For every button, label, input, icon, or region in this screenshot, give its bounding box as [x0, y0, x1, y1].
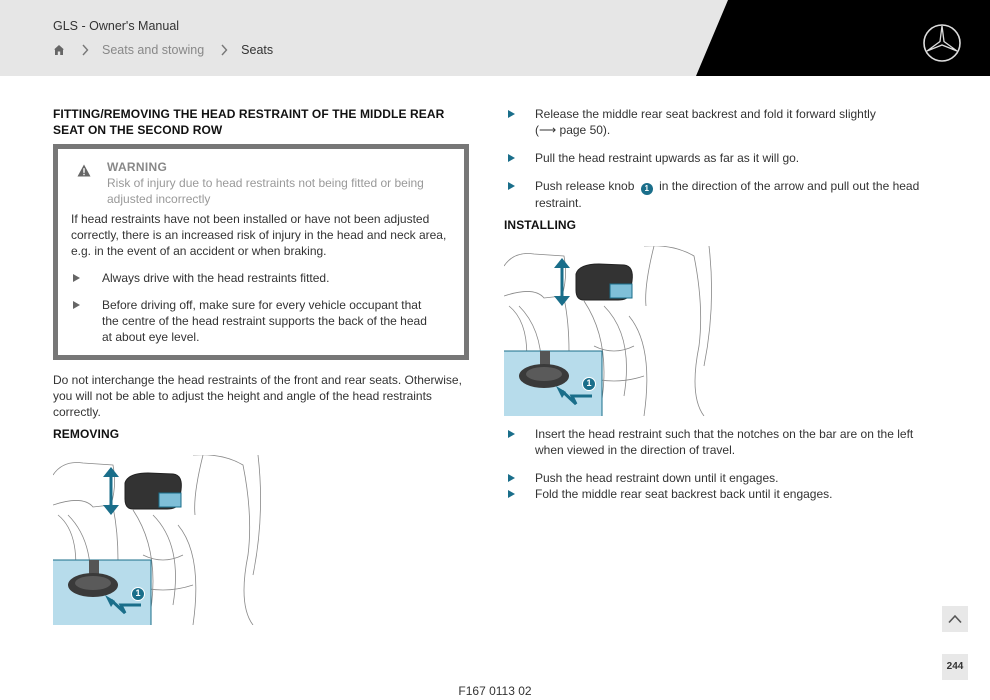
warning-label: WARNING — [107, 160, 168, 174]
callout-1: 1 — [582, 377, 596, 391]
bullet-arrow-icon — [508, 110, 515, 118]
page-number: 244 — [942, 654, 968, 680]
list-item: Push the head restraint down until it engages. — [508, 470, 928, 486]
installing-steps — [508, 426, 928, 502]
bullet-arrow-icon — [73, 274, 80, 282]
figure-code: F167 0113 02 — [458, 684, 532, 698]
list-item: Push release knob 1 in the direction of the arrow and pull out the head restraint. — [508, 178, 928, 211]
bullet-arrow-icon — [73, 301, 80, 309]
bullet-arrow-icon — [508, 430, 515, 438]
bullet-arrow-icon — [508, 182, 515, 190]
manual-title: GLS - Owner's Manual — [53, 19, 180, 33]
chevron-right-icon — [220, 44, 228, 56]
bullet-arrow-icon — [508, 490, 515, 498]
callout-1: 1 — [131, 587, 145, 601]
bullet-arrow-icon — [508, 154, 515, 162]
page-header — [0, 0, 990, 76]
warning-triangle-icon — [77, 164, 91, 177]
chevron-up-icon — [948, 614, 962, 624]
removing-illustration — [53, 455, 263, 625]
section-title: FITTING/REMOVING THE HEAD RESTRAINT OF THE MIDDLE REAR SEAT ON THE SECOND ROW — [53, 107, 445, 137]
list-item: Insert the head restraint such that the notches on the bar are on the left when viewed in the direction of travel. — [508, 426, 928, 458]
installing-heading: INSTALLING — [504, 218, 577, 232]
list-item: Before driving off, make sure for every vehicle occupant that the centre of the head restraint supports the back of the head at about eye level. — [71, 297, 431, 345]
warning-list — [71, 270, 451, 345]
mercedes-star-logo — [922, 23, 962, 63]
warning-header — [71, 159, 451, 207]
home-icon[interactable] — [53, 44, 65, 56]
chevron-right-icon — [81, 44, 89, 56]
scroll-to-top-button[interactable] — [942, 606, 968, 632]
installing-illustration — [504, 246, 714, 416]
removing-heading: REMOVING — [53, 427, 120, 441]
warning-body: If head restraints have not been installed or have not been adjusted correctly, there is an increased risk of injury in the head and neck area, e.g. in the event of an accident or when braking. — [71, 212, 447, 258]
bullet-arrow-icon — [508, 474, 515, 482]
interchange-note: Do not interchange the head restraints of the front and rear seats. Otherwise, you will not be able to adjust the height and angle of the head restraints correctly. — [53, 373, 462, 419]
list-item: Release the middle rear seat backrest and fold it forward slightly (⟶ page 50). — [508, 106, 928, 138]
page-reference-link[interactable]: (⟶ page 50). — [535, 123, 611, 137]
list-item: Always drive with the head restraints fitted. — [71, 270, 431, 286]
list-item: Fold the middle rear seat backrest back until it engages. — [508, 486, 928, 502]
removing-steps — [508, 106, 928, 211]
warning-box — [53, 144, 469, 360]
breadcrumb-item-seats: Seats — [241, 43, 274, 57]
warning-subtitle: Risk of injury due to head restraints not being fitted or being adjusted incorrectly — [107, 176, 424, 206]
breadcrumb — [53, 41, 273, 59]
breadcrumb-item-seats-and-stowing[interactable]: Seats and stowing — [102, 43, 205, 57]
list-item: Pull the head restraint upwards as far as it will go. — [508, 150, 928, 166]
release-knob-callout: 1 — [641, 183, 653, 195]
